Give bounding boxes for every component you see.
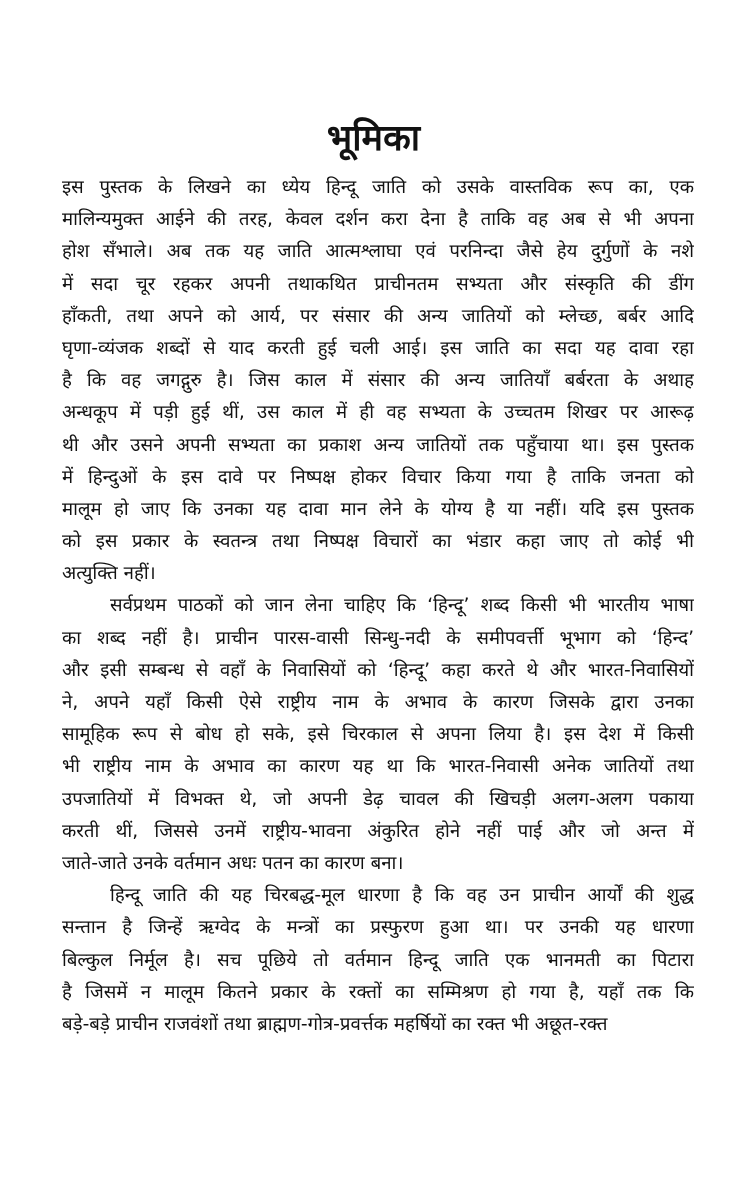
text-line: मालिन्यमुक्त आईने की तरह, केवल दर्शन करा देना है ताकि वह अब से भी अपना: [62, 209, 694, 231]
text-line: में सदा चूर रहकर अपनी तथाकथित प्राचीनतम सभ्यता और संस्कृति की डींग: [62, 273, 694, 295]
text-line: में हिन्दुओं के इस दावे पर निष्पक्ष होकर विचार किया गया है ताकि जनता को: [62, 466, 694, 488]
text-line: और इसी सम्बन्ध से वहाँ के निवासियों को ‘हिन्दू’ कहा करते थे और भारत-निवासियों: [62, 659, 694, 681]
text-line: जाते-जाते उनके वर्तमान अधः पतन का कारण बना।: [62, 852, 404, 874]
text-line: हिन्दू जाति की यह चिरबद्ध-मूल धारणा है कि वह उन प्राचीन आर्यों की शुद्ध: [110, 885, 694, 907]
text-line: करती थीं, जिससे उनमें राष्ट्रीय-भावना अंकुरित होने नहीं पाई और जो अन्त में: [62, 820, 694, 842]
page-title: भूमिका: [326, 118, 421, 159]
text-line: सर्वप्रथम पाठकों को जान लेना चाहिए कि ‘हिन्दू’ शब्द किसी भी भारतीय भाषा: [110, 595, 694, 617]
text-line: होश सँभाले। अब तक यह जाति आत्मश्लाघा एवं परनिन्दा जैसे हेय दुर्गुणों के नशे: [62, 241, 694, 263]
text-line: को इस प्रकार के स्वतन्त्र तथा निष्पक्ष विचारों का भंडार कहा जाए तो कोई भी: [62, 531, 694, 553]
text-line: हाँकती, तथा अपने को आर्य, पर संसार की अन्य जातियों को म्लेच्छ, बर्बर आदि: [62, 305, 694, 327]
body-text: [62, 172, 694, 1041]
text-line: है कि वह जगद्गुरु है। जिस काल में संसार की अन्य जातियाँ बर्बरता के अथाह: [62, 370, 694, 392]
text-line: का शब्द नहीं है। प्राचीन पारस-वासी सिन्धु-नदी के समीपवर्त्ती भूभाग को ‘हिन्द’: [62, 627, 694, 649]
text-line: इस पुस्तक के लिखने का ध्येय हिन्दू जाति को उसके वास्तविक रूप का, एक: [62, 177, 694, 198]
paragraph: [62, 172, 694, 590]
text-line: घृणा-व्यंजक शब्दों से याद करती हुई चली आई। इस जाति का सदा यह दावा रहा: [62, 337, 694, 359]
text-line: है जिसमें न मालूम कितने प्रकार के रक्तों का सम्मिश्रण हो गया है, यहाँ तक कि: [62, 981, 694, 1003]
text-line: ने, अपने यहाँ किसी ऐसे राष्ट्रीय नाम के अभाव के कारण जिसके द्वारा उनका: [62, 692, 694, 713]
text-line: अत्युक्ति नहीं।: [62, 563, 156, 585]
paragraph: [62, 880, 694, 1041]
paragraph: [62, 590, 694, 880]
text-line: भी राष्ट्रीय नाम के अभाव का कारण यह था कि भारत-निवासी अनेक जातियों तथा: [62, 756, 694, 778]
text-line: अन्धकूप में पड़ी हुई थीं, उस काल में ही वह सभ्यता के उच्चतम शिखर पर आरूढ़: [62, 402, 694, 424]
text-line: सन्तान है जिन्हें ऋग्वेद के मन्त्रों का प्रस्फुरण हुआ था। पर उनकी यह धारणा: [62, 917, 694, 939]
text-line: थी और उसने अपनी सभ्यता का प्रकाश अन्य जातियों तक पहुँचाया था। इस पुस्तक: [62, 434, 694, 456]
text-line: मालूम हो जाए कि उनका यह दावा मान लेने के योग्य है या नहीं। यदि इस पुस्तक: [62, 498, 694, 520]
text-line: उपजातियों में विभक्त थे, जो अपनी डेढ़ चावल की खिचड़ी अलग-अलग पकाया: [62, 788, 694, 810]
text-line: बड़े-बड़े प्राचीन राजवंशों तथा ब्राह्मण-गोत्र-प्रवर्त्तक महर्षियों का रक्त भी अछूत-रक्त: [62, 1013, 608, 1035]
text-line: सामूहिक रूप से बोध हो सके, इसे चिरकाल से अपना लिया है। इस देश में किसी: [62, 724, 694, 746]
text-line: बिल्कुल निर्मूल है। सच पूछिये तो वर्तमान हिन्दू जाति एक भानमती का पिटारा: [62, 949, 694, 971]
